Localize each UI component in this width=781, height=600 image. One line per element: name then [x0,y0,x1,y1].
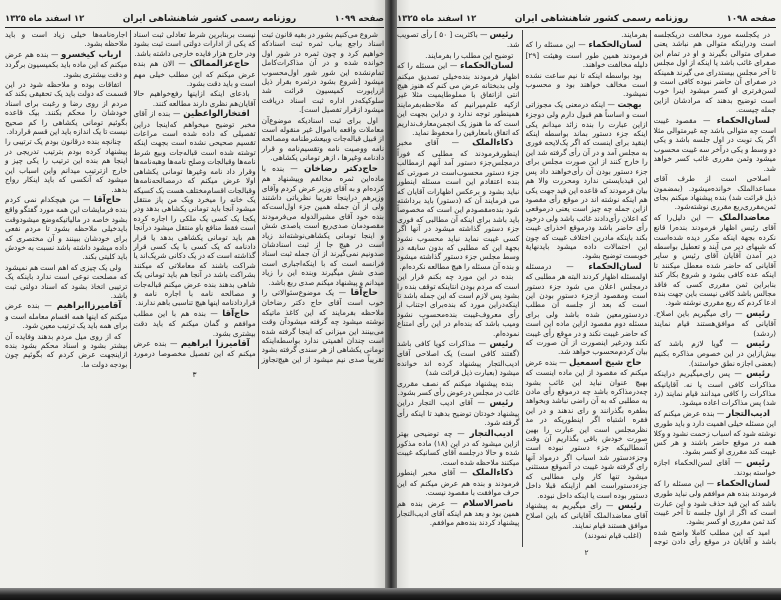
page-number: صفحه ۱۰۹۹ [334,13,384,24]
paragraph [654,30,776,115]
paragraph [397,138,519,271]
paragraph-text: اول برای ثبت اسنادیکه موضوع‌آن معاملات واقعه بااموال غیر منقوله است از قبیل قباله‌جات وبیعشرطنامه ومصالحه نامه ووصیت نامه وتقسیم‌نامه و قرار دادنامه وغیرها ، ازهر تومانی یکشاهی. [261,115,384,163]
speaker-name: لسان‌الحکماء [588,261,642,272]
paragraph-text: که از روی میل مردم بدهند وفایده آن بیشتر بشود و اسناد محکم بشود بنده ازاینجهت عرض کردم که بگوئیم چون بودجه دولت ما. [5,331,128,369]
speaker-name: آقامیرزا ابراهیم [180,339,250,349]
paragraph-text: در یکجلسه مورد مخالفت دریکجلسه است ودراینکه متوالی هم نباشد یعنی صفرای متوالی بگیرند و او در تمام این صفرای غائب باشد یا اینکه از اول مجلس تا آخر مجلس بیستدرای می گیرند همینکه در صفرای آن حاضر نبوده کافی است و لسن‌فرتری او کسر میشود اینرا خوب است توضیح بدهند که مرادشان ازاین جمله چیست. [653,30,776,115]
issue-date: ۱۲ اسفند ماه ۱۳۲۵ [5,13,85,24]
newspaper-page-left [0,0,389,588]
paragraph-text: بنده در این مورد چه بکنم قرار این است که مردم بودن انتاینکه توقف بنده را بشود پس لازم است که این جمله باشد تا اینکه‌دراین مورد که بنده‌برای اجتناب از رأی‌ معروف‌غیبت بنده‌محسوب نشود ومیب باشد که بنده‌ام در این رأی امتناع نموده‌ام. [397,272,520,338]
paragraph-text: — رای میگیریم به پیشنهاد آقای معاضدالملک آقایانی که باین اصلاح موافق هستند قیام نمایند. [525,500,648,530]
paragraph-text: چنانچه بنده درقانون بودم یک ترتیبی را پیشنهاد کرده بودم بترتیب تدریجی در اینجا هم بنده این ترتیب را یکی چیز و خارج ازترتیب میدانم واین اسباب این میشود که آنکسی که باید اینکار رواج بدهد. [5,137,128,194]
speaker-name: ادیب‌التجار [469,428,514,439]
paragraph-text: (اغلب قیام نمودند) [584,531,642,541]
paragraph [654,309,776,338]
paragraph-text: — آقای لسن‌الحکماء اجازه خواسته بودند. [653,457,776,478]
paragraph [5,137,127,193]
paragraph [262,30,384,115]
paragraph-text: — آقای مخبر اینطورفرمودند که مطلبی که فوراً درمجلس‌جزء دستور آمد آنهم ازمطالب جزء دستور محسوب‌است در صورتی که بنده اعتقادم این است مسئله اینطور نباید بشود و برعکس اظهارات آقایان که می فرمایند آن که (دستور) باید برداشته شود بنده‌مقصودم این است که مخصوصاً باید باشد برای اینکه آن مطالبی که فوری جزء دستور گذاشته میشود در آنها اگر کسی غیبت نماید نباید محسوب نشود بجهة این که مطلبی که بدون سابقه در وسط مجلس جزء دستور گذاشته میشود و بنده آن مسئله را هیچ مطالعه نکرده‌ام. [397,138,520,271]
paragraph [397,468,519,497]
speaker-name: لسان‌الحکماء [588,40,642,51]
paragraph [133,89,255,108]
speaker-name: ذکاءالملک [472,468,514,479]
paragraph-text: — رای میگیریم باین اصلاح. آقایانی که موافق‌هستند قیام نمایند (ردشد) [653,308,776,338]
paragraph-text: شروع می‌کنیم بشور در بقیه قانون ثبت اسناد راجع بباب ثمره ثبت اسناد‌که خواهیم کرد و چون ثمره در شور اول خوانده شده و در آن مذاکرات‌کامل تمام‌نشده این شور شور اول‌محسوب میشود [شروع بشود درثمره بقرار ذیل ازراپورت کمیسیون قرائت شد سلوکیکه‌در اداره ثبت اسناد دریافت میشود ازقرار تفصیل است]. [261,30,384,115]
paragraph-text: — الان هم بنده عرض میکنم که این مطلب خیلی مهم است و باید دقت بشود. [133,59,256,89]
speaker-name: ذکاءالملک [472,138,514,149]
paragraph [397,51,519,60]
speaker-name: معاضدالملک [719,212,770,223]
paragraph [262,164,384,287]
speaker-name: رئیس [746,457,770,468]
paragraph [525,501,647,530]
paragraph [397,272,519,338]
paragraph [5,80,127,136]
paragraph [397,30,519,50]
page-footer-number: ۳ [192,370,197,380]
header-rule [5,27,384,28]
paragraph-text: — این مسئله را که فرمودند همین طور است وهیئت [۲۹] دلیله مخالفت خواهند. [525,40,648,70]
speaker-name: رئیس [489,30,514,40]
page-footer-number: ۲ [584,547,589,557]
paragraph [525,71,647,99]
speaker-name: ناصرالاسلام [462,498,514,509]
paragraph [397,379,519,398]
speaker-name: حاج‌دکتر رضاخان [304,163,379,174]
paragraph-text: — بنده هم با این مطلب موافقم و گمان میکنم که باید دقت بیشتری بشود. [133,308,256,338]
paragraph [5,263,127,301]
paragraph-text: — اینکه درمعنی یک مجوزاتی است و اساساً هم قبول دارم ولی دوجزء ازاین عبارت را بنده زائد میدانم یکی اینکه جزء دستور بماند بواسطه اینکه اینقید برای اینست که اگر یک‌لایحه فوری به مجلس آمد و در آن رأی گرفته شد این را خارج کنند از این صورت مجلس برای جزء دستور بودن آن رأی‌خواهند داد پس این قیدبایستی ندارد ومحررت والا هم بیان فرمودند که قاعده این قید جهت یکی هم اینکه نوشته اند در موقع رأی مقصود ازاین جمله چه چیز است یعنی درموقعی که اعلان رأی‌دادند غائب باشد ولی درخود رأی حاضر باشد ودرموقع اخذرای غیبت بکند باینکه مادرین اختلاف غیبت که چون این احتمالات داده میشود بایدنهایة خوبست توضیح بشود. [525,99,648,261]
page-number: صفحه ۱۰۹۸ [726,13,776,24]
paragraph-text: — بنده عرض میکنم که این تفصیل مخصوصا درمورد اجاره‌نامه‌ها خیلی زیاد است و باید ملاحظه بشود. [5,30,256,359]
paragraph [5,50,127,79]
paragraph-text: — بنده عرض میکنم که اینها همه اقسام معامله است و برای همه باید یک ترتیب معین شود. [5,301,128,331]
paragraph-text: — آقای ادیب التجار دراین پیشنهاد خودتان توضیح بدهید تا اینکه رأی گرفته شود. [397,398,520,428]
paragraph-text: — بنده عرض میکنم که مقصود از این ماده اینست که بهیچ عنوان نباید این غائب بشود چه‌درمذاکره باشد چه درموقع رأی مادن به مطلبی که به آن راضی نباشد وبخواهد بطفره بگذرانند و رای ندهند و در این فقره اشتباه اگر اینطوریکه در مد نظرمجلس است این عبارت را بهین صورت خودش باقی بگذاریم آن وقت آنمطالبیکه جزء دستور نبوده است وجزءدستور شد اسباب اگر درمواد آنها رای گرفته شود غیبت در آنموقع مستثنی میشود تنها کار ولی مطالبی که جزءدستوراست اهم ازاینکه قبلا داخل دستور بوده است یا اینکه داخل نبوده. [525,357,648,500]
speaker-name: رئیس [746,339,770,349]
speaker-name: بهجت [617,99,642,110]
paragraph [654,458,776,478]
paragraph-text: — بنده با ماده‌این ثمره مخالفم وپیشنهاد هم کرده‌ام و به آقای وزیر عرض کردم وآقای وزیرهم دراینجا تقریبا نظریاتی داشتند ولی از آن جمله همین جزء اول‌است‌که بنده خود آقای مشیرالدوله می‌فرمودند مقصودمان صدی‌ربع است یاصدی شش و اینجا تومانی یکشاهی‌نوشته‌اند زیاد است در هیچ جا از ثبت اسنادشان صدونیم نمی‌گیرند از آن جمله ثبت اسناد فرانسه است که با اینکه‌اجباری است صدی شش میگیرند وبنده این را زیاد میدانم و پیشنهاد میکنم صدی ربع باشد. [261,163,384,287]
speaker-name: ارباب کیخسرو [61,49,122,60]
paragraph-text: — بنده هم عرض میکنم که این ماده باید بکمیسیون برگردد و دقت بیشتری بشود. [5,49,128,79]
speaker-name: حاج‌آقا [350,287,378,298]
paragraph [525,100,647,261]
issue-date: ۱۲ اسفند ماه ۱۳۲۵ [397,13,477,24]
paragraph [525,358,647,500]
paragraph-text: — این دلیل‌را که آقای رئیس اظهار فرمودند بنده‌را قانع نکرده بجهة اینکه مکرر دیده شده‌است که شبهای دیر می آیند و تعطیل بواسطه دیر آمدن آقایان آقای رئیس و سایر آقایانی که حاضر شده معطل میکنند تا اینکه عده کافی بشود و شروع بکار کند بنابراین ثمن مقرری کسی که فاقد مجالس باشد کافی نیست باین جهت بنده ادعا کردم که ربع مقرری نوشته شود. [653,212,776,308]
speaker-name: حاج‌عزالممالک [189,59,250,70]
paragraph [654,213,776,308]
paragraph-text: — درمسئله اولمسئله اظهار کردند البته هر مطلبی که درمجلس اعلان می شود جزء دستور است ومقصود ازجزء دستور بودن این است که بعد از جلسه آن مطلب دردستورمعین شده باشد ولی برای مسئله دوم مقصود ازاین ماده این است که حاضر غیبت نکند و در موقع رأی غیبت نکند ودرغیر اینصورت از آن صورت که بیان کردم‌محسوب خواهد شد. [525,261,648,357]
paragraph [397,398,519,427]
paragraph [262,116,384,163]
speaker-name: رئیس [746,369,770,380]
paragraph-text: — مذاکرات کویا کافی باشد (گفتند کافی است) یک اصلاحی آقای ادیب‌التجار پیشنهاد کرده اند خوانده میشود (بعبارت ذیل قرائت شد) [397,339,520,378]
paragraph [525,262,647,357]
paragraph [133,309,255,338]
paragraph-text: ولی یک چیزی که اهم است هم نمیشود که مصلحت نوعی است ندارد باینکه یک ترتیبی اتخاذ بشود که اسناد دولتی ثبت باشد. [5,262,128,300]
speaker-name: حاج‌آقا [93,194,122,205]
paragraph-text: توضیح این مطلب را بفرمایند. [425,50,514,60]
paragraph-text: — باکثریت [ ۵۰ ] رأی تصویب شد. [397,30,520,50]
paragraph-text: بود بواسطه اینکه تا نیم ساعت نشده است مخالف خواهند بود و محسوب نمیشود. [525,70,648,99]
paragraph-text: — بنده عرض میکنم که این مسئله خیلی اهمیت دارد و باید طوری نوشته شود که اسباب زحمت نشود و وکلا همه در موقع حاضر باشند و هر کس غیبت کند مقرری او کسر بشود. [653,408,776,457]
page-header [397,12,776,25]
paragraph-text: — من هیچکدام نمی کردم بنده فرمایشات این همه مورد گفتگو واقع بشود خاصه در مالیاتیکه‌وضع میشود‌وقت باید‌خیلی ملاحظه بشود تا مردم نفعی برای خودشان ببینند و آن مختصری که داده میشود داشته باشد نسبت به خودش باید کلیتی بکند. [5,194,128,262]
paragraph [397,429,519,468]
text-columns [5,30,384,369]
speaker-name: رئیس [617,500,642,511]
speaker-name: رئیس [489,339,514,349]
speaker-name: رئیس [489,398,514,409]
paragraph-text: — چه توضیحی بهتر ازاین میشود که در این (۱۸) ماده مذکور شده و حالا درجلسه آقای کسانیکه غیبت میکنند ملاحظه شده است. [397,428,520,467]
paragraph [5,332,127,370]
paragraph [133,109,255,308]
speaker-name: لسان‌الحکماء [716,115,771,126]
paragraph-text: اتفاقات بوده و ملاحظه شود در این قسمت که دولت باید یک تحقیقی بکند که مردم از روی رضا و رغبت برای اسناد خودشان را محکم بکنند. بیک قاعده بگوئیم تومانی یکشاهی را کم صحیح نیست تا یک اندازه باید این قسم قرارداد. [5,80,128,137]
newspaper-title: روزنامه رسمی کشور شاهنشاهی ایران [514,13,689,24]
paragraph-text: — یک موضوع‌سئوالاتی را خوب است آقای حاج دکتر رضاخان ملاحظه بفرمایند که این کاغذ ماتیکه نوشته میشود چه گرفته میشودآن وقت می‌بینند این میزانی که اینجا گرفته شده است چندان اهمیتی ندارد بواسطه‌اینکه تومانی یکشاهی از هر سندی گرفته بشود تقریباً صدی نیم میشود از این هیچ‌تجاوز نیست بر‌بنابرین شرط تعادلی ثبت اسناد که یکی از ادارات دولتی است ثبت بشود ودر خارج هزار فایده خارجی داشته باشد. [133,30,384,364]
paragraph-text: — این مسئله را که اظهار فرمودند بنده‌خیلی تصدیق میکنم ولی بدبختانه عرض می کنم که هنوز هیچ انتی ازاتفاق با مملوطایمیت مثلا غیر ازکیه علم‌میرانیم که ملاحظه‌بفرمایند همینطور توجه ندارد و دراین بجهت این است که ما هنوز یک انجمن‌معارف‌نداریم که اتفاق با‌معارفین را محفوظ نماید. [397,61,520,138]
paragraph [654,409,776,457]
paragraph-text: امید که این مطلب کاملا واضح شده باشد و آقایان در موقع رأی دادن توجه بفرمایند. [621,30,776,547]
paragraph [133,59,255,88]
paragraph-text: — عرض بنده هم همین بود و بعد هم اینکه آقای ادیب‌التجار پیشنهاد کردند بنده‌هم موافقم. [397,498,520,528]
paragraph [654,174,776,212]
speaker-name: ادیب‌التجار [726,408,770,419]
speaker-name: رئیس [746,308,770,319]
text-columns [397,30,776,547]
paragraph-text: بادعای اینکه ازاینها رفع‌خواهیم حالا آقایان‌هم نظری دارند مطالعه کنند. [133,89,256,108]
scan-edge-shadow [0,588,781,600]
paragraph [397,61,519,137]
paragraph [654,369,776,408]
speaker-name: افتخارالواعظین [183,109,250,120]
paragraph [525,40,647,69]
speaker-name: حاج شیخ اسمعیل [568,357,642,368]
speaker-name: آقامیرزاابراهیم [56,301,122,312]
paragraph [654,479,776,527]
paragraph [397,499,519,528]
paragraph [654,116,776,173]
speaker-name: لسان‌الحکماء [716,478,770,489]
paragraph [5,195,127,262]
paragraph-text: — آقای مخبر اینطور فرمودند و بنده هم عرض میکنم که این حرف موافقت با مقصود نیست. [397,468,520,498]
paragraph [397,339,519,378]
paragraph-text: بنده پیشنهاد میکنم که نصف مقرری غائب در مجلس درعوض رأی کسر بشود. [397,378,520,398]
paragraph-text: — گویا لازم باشد که بیش‌ازاین در این خصوص مذاکره بکنیم (بعضی اجازه نطق خواستند). [653,339,776,368]
paragraph-text: — بنده از آقای مخبر توضیح میخواهم که‌اینجا دراین تفصیلی که داده شده است مراعات تقسیم صحیحی نشده است بجهت اینکه‌ توشته شده است قباله‌جات وبیع شرط نامه‌ها وقبالجات وصلح نامه‌ها وهبه‌نامه‌ها وقرار داد نامه وغیرها تومانی یکشاهی اولا عرض میکنم که درمصالحه‌نامه‌ها وقبالجات اقسام‌مختلف هست یک کسیکه یک خانه را میخرد ویک من پاز منتقل میشود آنجا باید تومانی یکشاهی بدهد ودر یکجا یک کسی یک ملکی را اجاره کرده است فقط منافع باو منتقل میشود درآنجا هم باید تومانی یکشاهی بدهد یا قرار دادنامه که یک کسی با یک کسی قرار گذاشته است که در یک دکانی شریک‌اند یا شراکت باشند که معاملاتی که میکنند بشراکت باشد در آنجا هم باید تومانی یک شاهی بدهند بنده عرض میکنم قباله‌جات و مصالحه نامه با اجاره نامه و قراردادنامه اینها هیچ تناسبی باهم ندارند. [133,109,256,308]
paragraph-text: — مقصود غیبت است چه متوالی باشد چه غیرمتوالی مثلا اگر یک نوبت در اول جلسه باشد و یکی دو وسط و یکی درآخر سه غیبت محسوب میشود وثمن مقرری غائب کسر خواهد شد. [653,115,776,173]
book-spine [385,0,397,600]
paragraph [654,339,776,368]
paragraph [5,301,127,330]
paragraph [525,531,647,540]
page-header [5,12,384,25]
speaker-name: حاج‌آقا [222,308,250,319]
newspaper-title: روزنامه رسمی کشور شاهنشاهی ایران [122,13,297,24]
paragraph-text: — پس رای‌میگیریم دراینکه مذاکرات کافی است یا نه. آقایانیکه مذاکرات را کافی میدانند قیام نمایند (رد شد) پس مذاکرات اعاده میشود. [653,369,776,408]
paragraph-text: اصلاحی است از طرف آقای مساعدالملک خوانده‌میشود. (بمضمون ذیل قرائت شد) بنده پیشنهاد میکنم بجای ثمن‌مقرری‌ربع مقرری نوشته‌شود. [653,174,776,212]
header-rule [397,27,776,28]
paragraph-text: — این مسئله را که فرمودند بنده هم موافقم ولی نباید طوری باشد که این قید حذف شود و این عبارت است که اگر از اول جلسه‌ تا آخر غیبت کند ثمن مقرری او کسر بشود. [653,478,776,527]
newspaper-page-right [392,0,781,588]
speaker-name: لسان‌الحکماء [460,61,514,72]
